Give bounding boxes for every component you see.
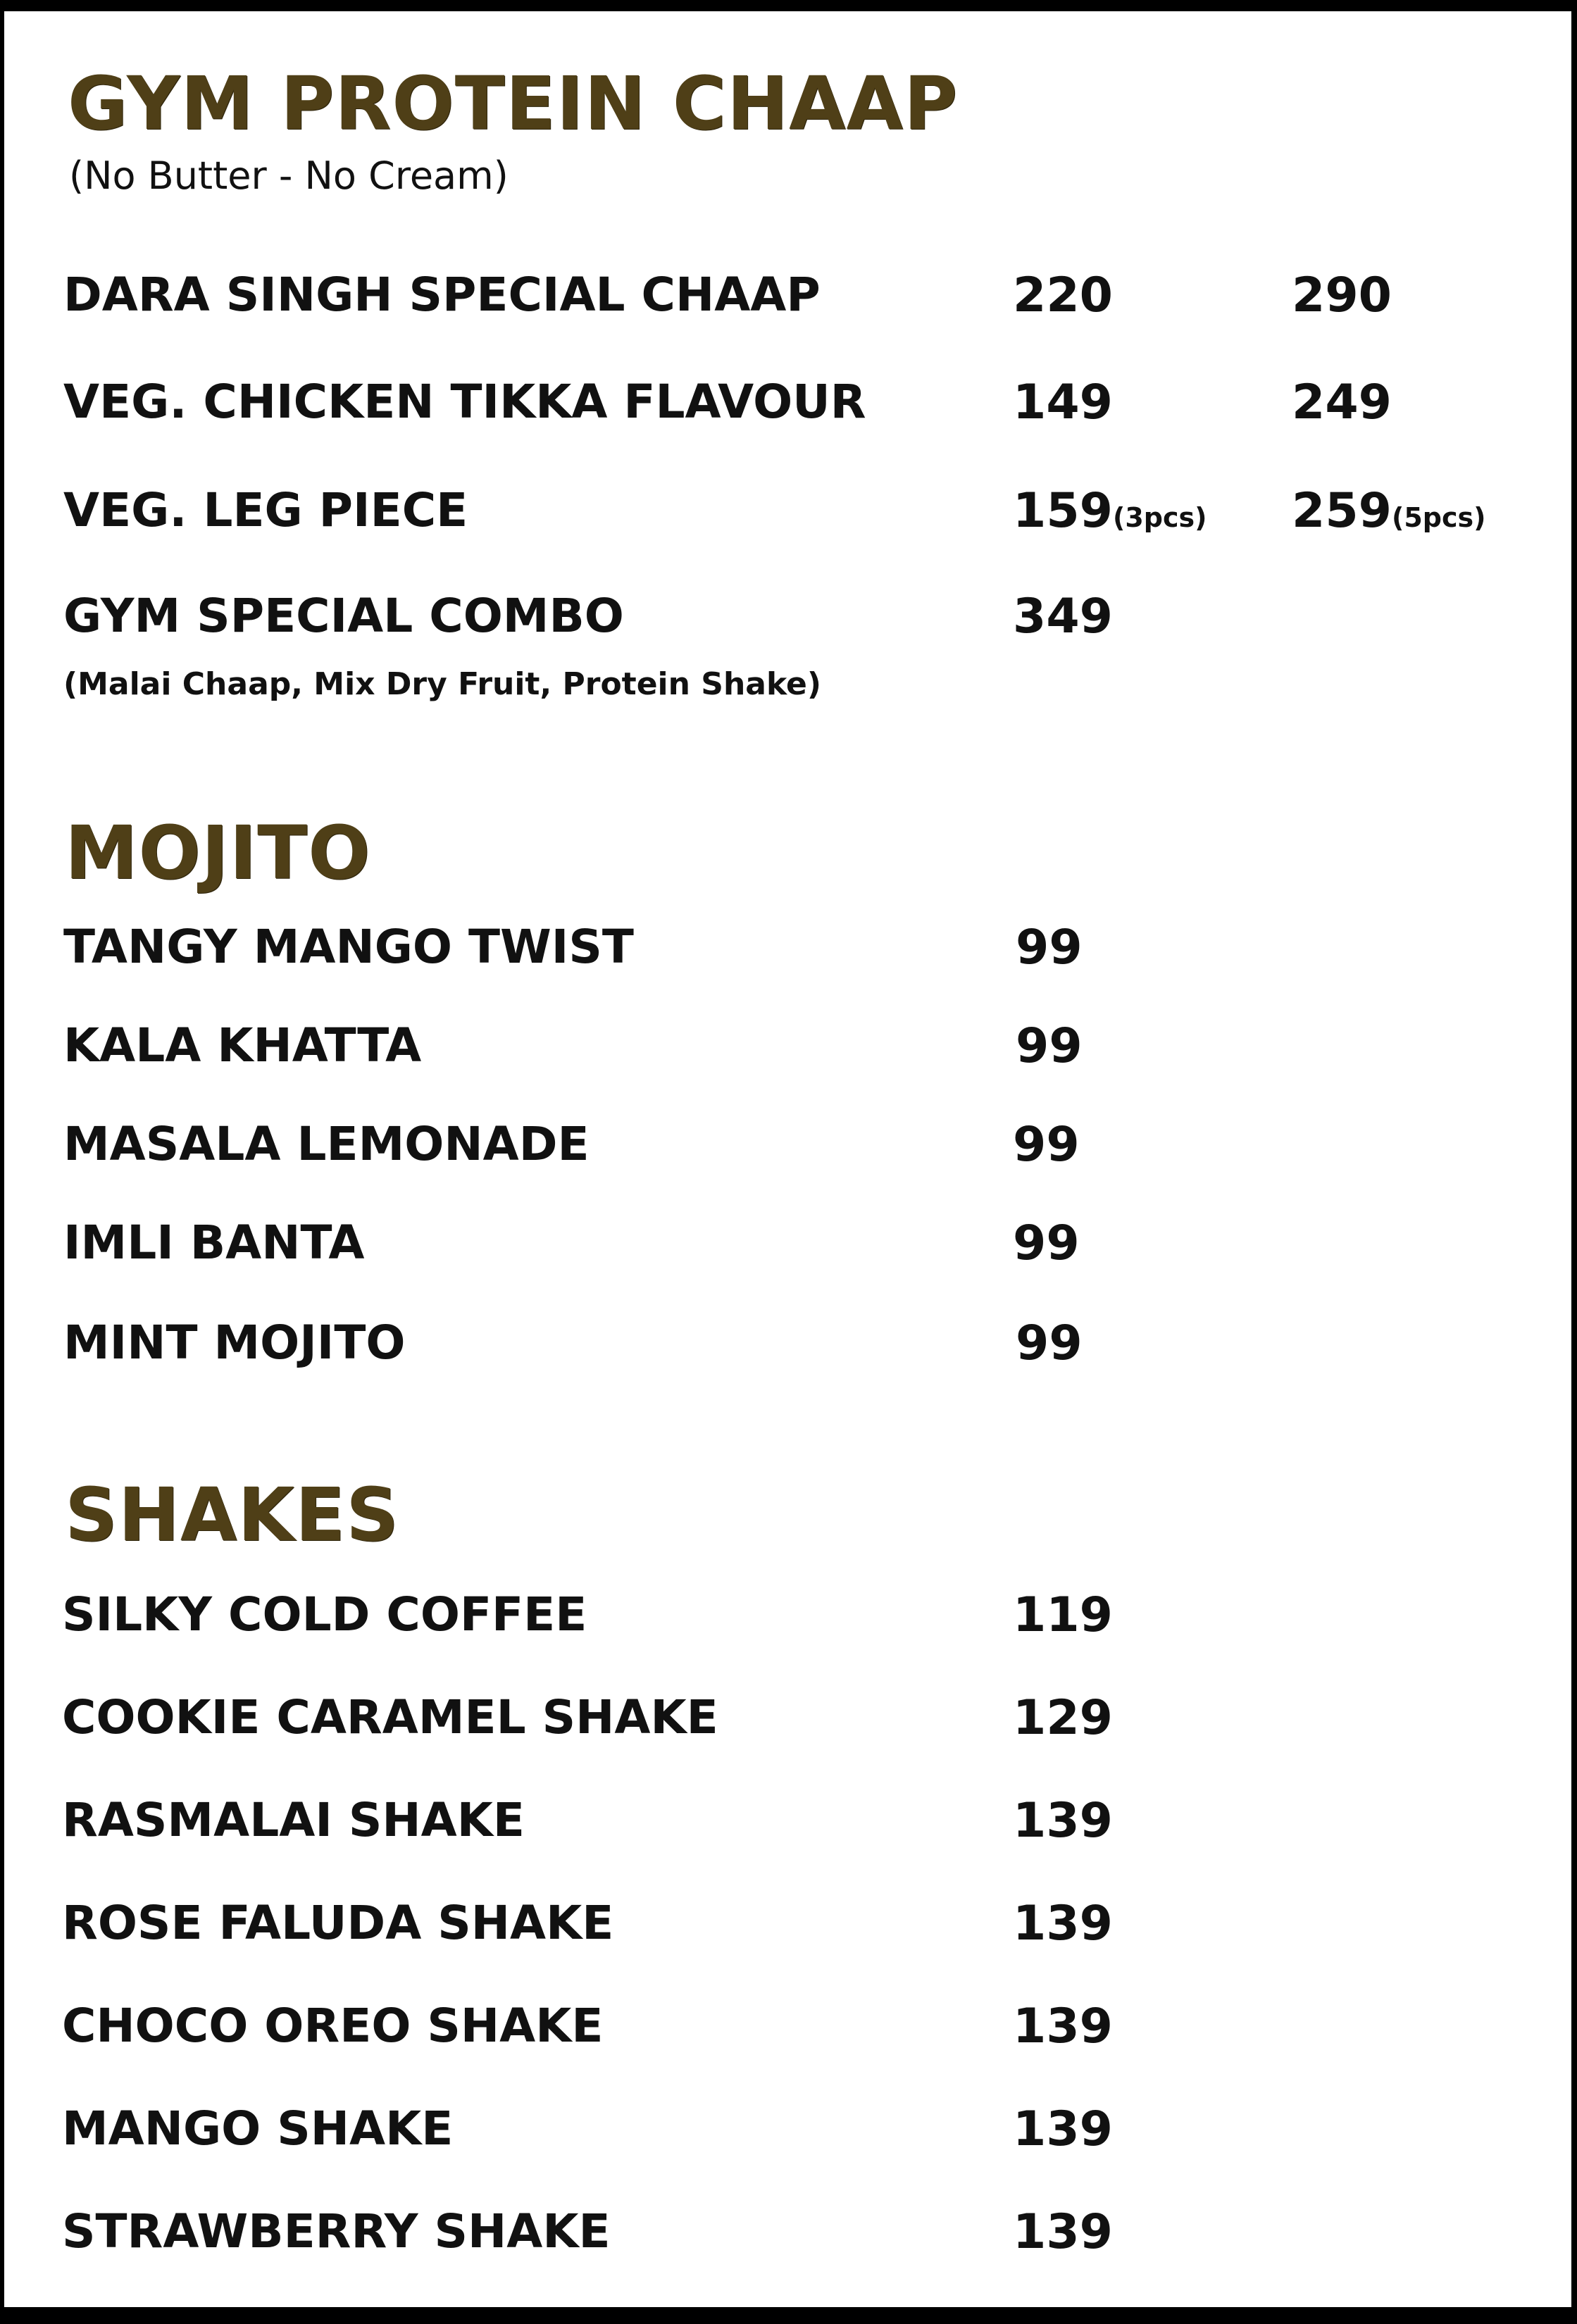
menu-item-price: 139 xyxy=(1013,1793,1113,1849)
menu-item-name: DARA SINGH SPECIAL CHAAP xyxy=(63,268,821,322)
menu-item-name: GYM SPECIAL COMBO xyxy=(63,589,624,643)
price-unit-label: (5pcs) xyxy=(1391,502,1486,533)
menu-item-name: TANGY MANGO TWIST xyxy=(63,920,634,974)
menu-item-price-full: 290 xyxy=(1292,268,1392,323)
menu-item-price: 119 xyxy=(1013,1587,1113,1643)
menu-item-name: VEG. CHICKEN TIKKA FLAVOUR xyxy=(63,375,866,429)
menu-item-name: MASALA LEMONADE xyxy=(63,1117,590,1171)
menu-item-name: MINT MOJITO xyxy=(63,1316,406,1370)
menu-item-price-half xyxy=(1013,483,1207,539)
menu-item-name: ROSE FALUDA SHAKE xyxy=(62,1896,614,1950)
menu-item-price: 139 xyxy=(1013,1896,1113,1951)
section-title-mojito: MOJITO xyxy=(65,810,371,896)
menu-item-price: 99 xyxy=(1016,1316,1083,1371)
menu-item-price: 99 xyxy=(1013,1216,1080,1271)
section-title-shakes: SHAKES xyxy=(65,1472,399,1558)
menu-item-name: SILKY COLD COFFEE xyxy=(62,1587,587,1642)
menu-item-price-full: 249 xyxy=(1292,375,1392,430)
price-unit-label: (3pcs) xyxy=(1112,502,1207,533)
section-title-gym-protein-chaap: GYM PROTEIN CHAAP xyxy=(68,61,959,146)
menu-item-price: 129 xyxy=(1013,1690,1113,1746)
menu-item-name: RASMALAI SHAKE xyxy=(62,1793,525,1847)
menu-item-price: 99 xyxy=(1013,1117,1080,1173)
menu-item-price-full xyxy=(1292,483,1485,539)
menu-item-name: VEG. LEG PIECE xyxy=(63,483,468,537)
price-value: 159 xyxy=(1013,483,1113,539)
menu-item-name: IMLI BANTA xyxy=(63,1216,365,1270)
menu-item-price: 139 xyxy=(1013,2101,1113,2157)
menu-item-price: 139 xyxy=(1013,2204,1113,2260)
menu-item-price-half: 149 xyxy=(1013,375,1113,430)
menu-item-description: (Malai Chaap, Mix Dry Fruit, Protein Shake) xyxy=(63,666,822,702)
price-value: 259 xyxy=(1292,483,1392,539)
menu-item-price: 99 xyxy=(1016,920,1083,975)
menu-item-name: STRAWBERRY SHAKE xyxy=(62,2204,611,2259)
section-note-no-butter: (No Butter - No Cream) xyxy=(69,154,509,198)
menu-item-name: CHOCO OREO SHAKE xyxy=(62,1999,604,2053)
menu-item-price-half: 220 xyxy=(1013,268,1113,323)
menu-item-price: 139 xyxy=(1013,1999,1113,2054)
menu-item-name: COOKIE CARAMEL SHAKE xyxy=(62,1690,718,1744)
menu-item-name: MANGO SHAKE xyxy=(62,2101,454,2156)
menu-item-price: 349 xyxy=(1013,589,1113,644)
menu-item-price: 99 xyxy=(1016,1018,1083,1074)
menu-item-name: KALA KHATTA xyxy=(63,1018,422,1073)
